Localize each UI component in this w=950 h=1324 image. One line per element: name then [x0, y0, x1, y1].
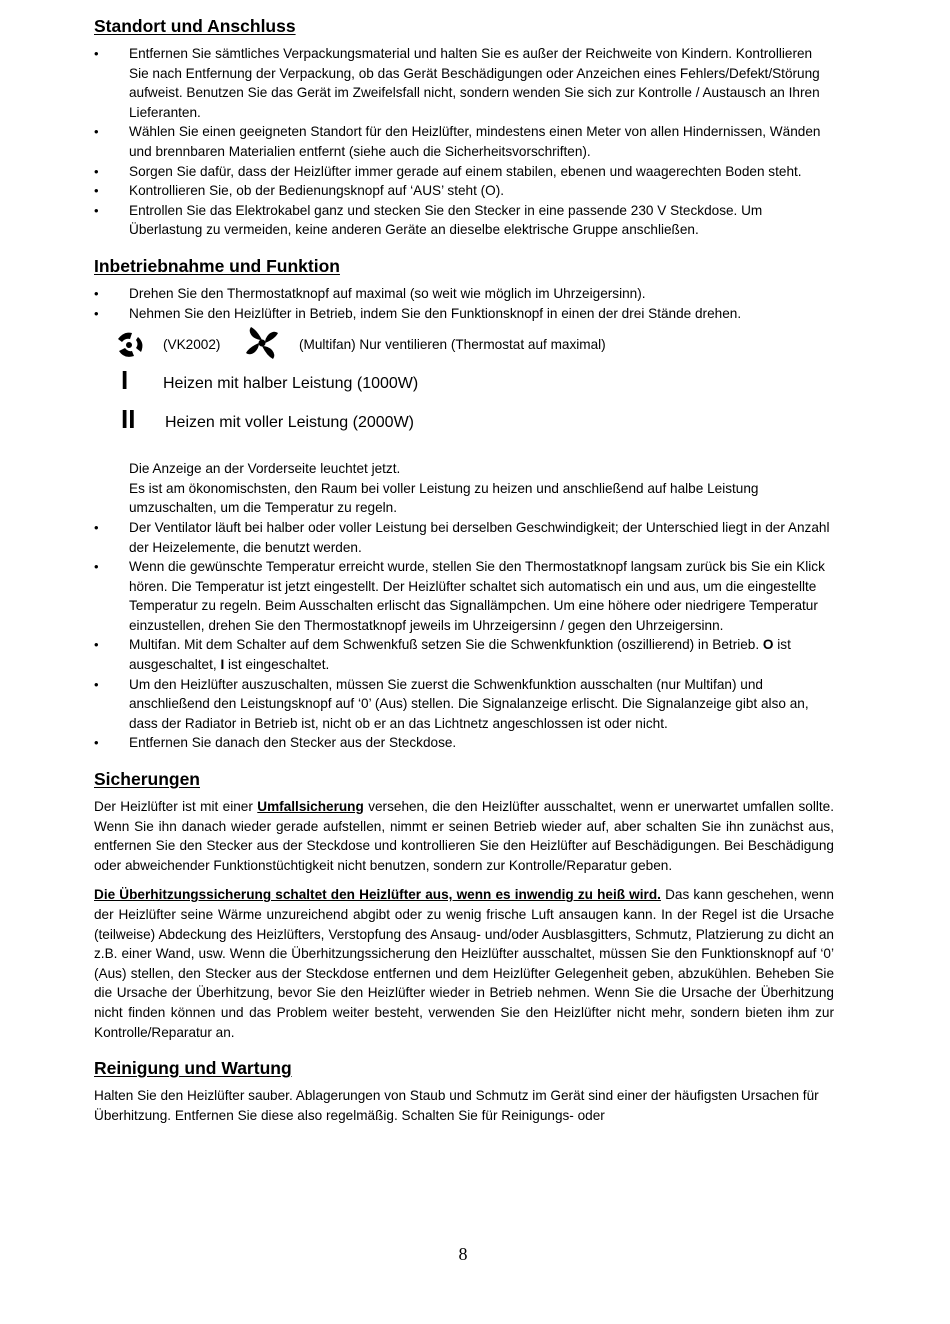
fan-vk-label: (VK2002): [163, 337, 221, 353]
paragraph-umfallsicherung: [94, 797, 834, 875]
list-item: • Wählen Sie einen geeigneten Standort für den Heizlüfter, mindestens einen Meter von allen Hindernissen, Wänden und brennbaren Materialien entfernt (siehe auch die Sicherheitsvorschriften).: [94, 122, 834, 161]
mode-half-row: [94, 367, 834, 407]
list-item: • Sorgen Sie dafür, dass der Heizlüfter immer gerade auf einem stabilen, ebenen und waagerechten Boden steht.: [94, 162, 834, 182]
document-page: [94, 14, 834, 1125]
list-item: • Nehmen Sie den Heizlüfter in Betrieb, indem Sie den Funktionsknopf in einen der drei Stände drehen.: [94, 304, 834, 324]
multifan-text-c: ist eingeschaltet.: [224, 657, 330, 673]
fan-multi-icon: [243, 325, 281, 366]
mode-full-row: [94, 404, 834, 447]
list-function: [94, 518, 834, 753]
indicator-text: Die Anzeige an der Vorderseite leuchtet jetzt.: [129, 461, 401, 477]
mode-full-symbol: II: [121, 404, 136, 435]
list-standort: [94, 44, 834, 240]
list-item: • Entrollen Sie das Elektrokabel ganz und stecken Sie den Stecker in eine passende 230 V Steckdose. Um Überlastung zu vermeiden, keine anderen Geräte an dieselbe elektrische Gruppe anschließen.: [94, 201, 834, 240]
multifan-text-b: ist ausgeschaltet,: [129, 637, 791, 673]
mode-half-text: Heizen mit halber Leistung (1000W): [163, 375, 419, 393]
list-item: • Entfernen Sie danach den Stecker aus der Steckdose.: [94, 733, 834, 753]
list-item: • Um den Heizlüfter auszuschalten, müssen Sie zuerst die Schwenkfunktion ausschalten (nur Multifan) und anschließend den Leistungsknopf auf ‘0’ (Aus) stellen. Die Signalanzeige erlischt. Die Signalanzeige gibt also an, dass der Radiator in Betrieb ist, nicht ob er an das Lichtnetz angeschlossen ist oder nicht.: [94, 675, 834, 734]
ueberhitzung-text: Das kann geschehen, wenn der Heizlüfter seine Wärme unzureichend abgibt oder zu wenig frische Luft ansaugen kann. In der Regel ist die Ursache (teilweise) Abdeckung des Heizlüfters, Verstopfung des Ansaug- und/oder Ausblasgitters, Schmutz, Platzierung zu dicht an z.B. einer Wand, usw. Wenn die Überhitzungssicherung den Heizlüfter ausschaltet, müssen Sie den Funktionsknopf auf ‘0’ (Aus) stellen, den Stecker aus der Steckdose entfernen und dem Heizlüfter Gelegenheit geben, abzukühlen. Beheben Sie die Ursache der Überhitzung, bevor Sie den Heizlüfter wieder in Betrieb nehmen. Wenn Sie die Ursache der Überhitzung nicht finden können und das Problem weiter besteht, verwenden Sie den Heizlüfter nicht mehr, sondern bieten ihm zur Kontrolle/Reparatur an.: [94, 887, 834, 1040]
paragraph-ueberhitzung: [94, 885, 834, 1042]
multifan-on-symbol: I: [220, 657, 225, 673]
list-item: • Entfernen Sie sämtliches Verpackungsmaterial und halten Sie es außer der Reichweite von Kindern. Kontrollieren Sie nach Entfernung der Verpackung, ob das Gerät Beschädigungen oder Anzeichen eines Fehlers/Defekt/Störung aufweist. Benutzen Sie das Gerät im Zweifelsfall nicht, sondern wenden Sie sich zur Kontrolle / Austausch an Ihren Lieferanten.: [94, 44, 834, 122]
list-inbetriebnahme: [94, 284, 834, 323]
indicator-block: [94, 459, 834, 518]
heading-sicherungen: Sicherungen: [94, 769, 200, 790]
heading-inbetriebnahme: Inbetriebnahme und Funktion: [94, 255, 340, 276]
multifan-text-a: Multifan. Mit dem Schalter auf dem Schwenkfuß setzen Sie die Schwenkfunktion (oszillierend) in Betrieb.: [129, 637, 763, 653]
list-item: • Kontrollieren Sie, ob der Bedienungsknopf auf ‘AUS’ steht (O).: [94, 181, 834, 201]
mode-full-text: Heizen mit voller Leistung (2000W): [165, 414, 414, 432]
list-item: • Wenn die gewünschte Temperatur erreicht wurde, stellen Sie den Thermostatknopf langsam zurück bis Sie ein Klick hören. Die Temperatur ist jetzt eingestellt. Der Heizlüfter schaltet sich automatisch ein und aus, um die eingestellte Temperatur zu regeln. Beim Ausschalten erlischt das Signallämpchen. Um eine höhere oder niedrigere Temperatur einzustellen, drehen Sie den Thermostatknopf jeweils im Uhrzeigersinn / gegen den Uhrzeigersinn.: [94, 557, 834, 635]
fan-multi-label: (Multifan) Nur ventilieren (Thermostat auf maximal): [299, 337, 606, 353]
mode-half-symbol: I: [121, 365, 129, 396]
fan-mode-row: [94, 323, 834, 367]
ueberhitzung-emphasis: Die Überhitzungssicherung schaltet den Heizlüfter aus, wenn es inwendig zu heiß wird.: [94, 887, 661, 903]
umfall-text-b: versehen, die den Heizlüfter ausschaltet, wenn er unerwartet umfallen sollte. Wenn Sie ihn danach wieder gerade aufstellen, nimmt er seinen Betrieb wieder auf, aber schalten Sie ihn zunächst aus, entfernen Sie den Stecker aus der Steckdose und kontrollieren Sie den Heizlüfter auf Beschädigungen. Bei Beschädigung oder abweichender Funktionstüchtigkeit nicht benutzen, sondern zur Kontrolle/Reparatur geben.: [94, 799, 834, 873]
umfall-text-a: Der Heizlüfter ist mit einer: [94, 799, 258, 815]
heading-reinigung: Reinigung und Wartung: [94, 1058, 292, 1079]
list-item: • Drehen Sie den Thermostatknopf auf maximal (so weit wie möglich im Uhrzeigersinn).: [94, 284, 834, 304]
list-item: • Der Ventilator läuft bei halber oder voller Leistung bei derselben Geschwindigkeit; der Unterschied liegt in der Anzahl der Heizelemente, die benutzt werden.: [94, 518, 834, 557]
page-number: 8: [458, 1244, 468, 1264]
multifan-off-symbol: O: [762, 637, 774, 653]
umfall-emphasis: Umfallsicherung: [257, 799, 364, 815]
heading-standort: Standort und Anschluss: [94, 16, 296, 36]
fan-vk-icon: [114, 329, 146, 364]
economy-text: Es ist am ökonomischsten, den Raum bei voller Leistung zu heizen und anschließend auf halbe Leistung umzuschalten, um die Temperatur zu regeln.: [129, 480, 759, 516]
list-item-multifan: [94, 635, 834, 674]
paragraph-reinigung: Halten Sie den Heizlüfter sauber. Ablagerungen von Staub und Schmutz im Gerät sind einer der häufigsten Ursachen für Überhitzung. Entfernen Sie diese also regelmäßig. Schalten Sie für Reinigungs- oder: [94, 1088, 819, 1123]
